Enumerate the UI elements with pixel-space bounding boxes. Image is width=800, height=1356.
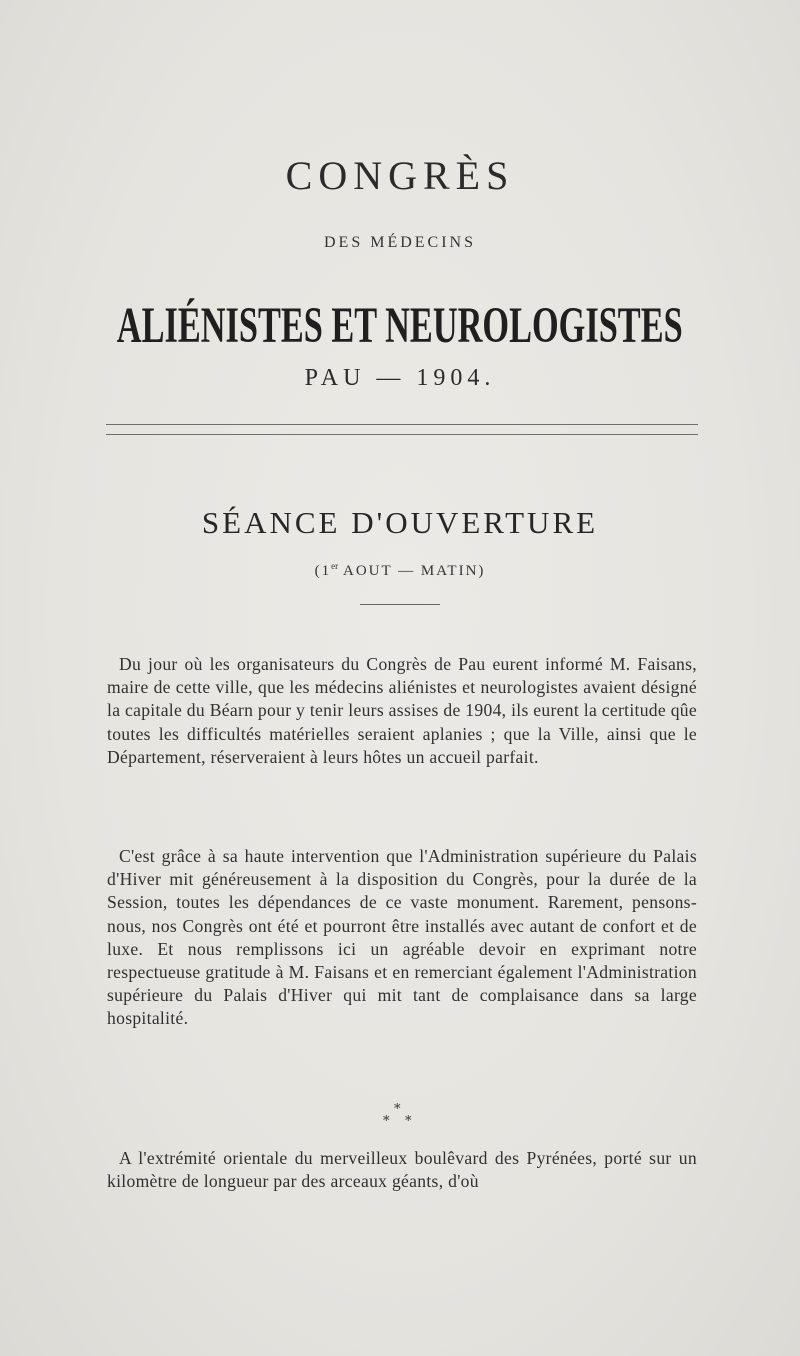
body-paragraph-3-text: A l'extrémité orientale du merveilleux boulêvard des Pyrénées, porté sur un kilomètre de longueur par des arceaux géants, d'où	[107, 1148, 697, 1192]
section-date-rest: AOUT — MATIN)	[338, 563, 486, 579]
section-date	[0, 556, 800, 581]
section-title: SÉANCE D'OUVERTURE	[201, 505, 599, 540]
section-date-sup: er	[331, 561, 339, 571]
asterism-star-left: *	[383, 1114, 390, 1129]
asterism-star-right: *	[405, 1114, 412, 1129]
section-date-prefix: (1	[314, 563, 332, 579]
header-main-title	[0, 295, 800, 357]
asterism-ornament	[380, 1102, 420, 1134]
header-main-title-text: ALIÉNISTES ET NEUROLOGISTES	[117, 297, 683, 354]
body-paragraph-3	[107, 1147, 697, 1193]
body-paragraph-1	[107, 653, 697, 769]
header-location-year: PAU — 1904.	[304, 365, 496, 391]
body-paragraph-1-text: Du jour où les organisateurs du Congrès de Pau eurent informé M. Faisans, maire de cette ville, que les médecins aliénistes et neurologistes avaient désigné la capitale du Béarn pour y tenir leurs assises de 1904, ils eurent la certitude qûe toutes les difficultés matérielles seraient aplanies ; que la Ville, ainsi que le Département, réserveraient à leurs hôtes un accueil parfait.	[107, 654, 697, 767]
asterism-star-top: *	[394, 1102, 401, 1117]
header-subtitle: DES MÉDECINS	[323, 234, 476, 251]
header-title: CONGRÈS	[285, 153, 515, 198]
body-paragraph-2	[107, 845, 697, 1031]
short-rule-divider	[360, 604, 440, 605]
body-paragraph-2-text: C'est grâce à sa haute intervention que l'Administration supérieure du Palais d'Hiver mit généreusement à la disposition du Congrès, pour la durée de la Session, toutes les dépendances de ce vaste monument. Rarement, pensons-nous, nos Congrès ont été et pourront être installés avec autant de confort et de luxe. Et nous remplissons ici un agréable devoir en exprimant notre respectueuse gratitude à M. Faisans et en remerciant également l'Administration supérieure du Palais d'Hiver qui mit tant de complaisance dans sa large hospitalité.	[107, 846, 697, 1029]
double-rule-divider	[106, 424, 698, 435]
